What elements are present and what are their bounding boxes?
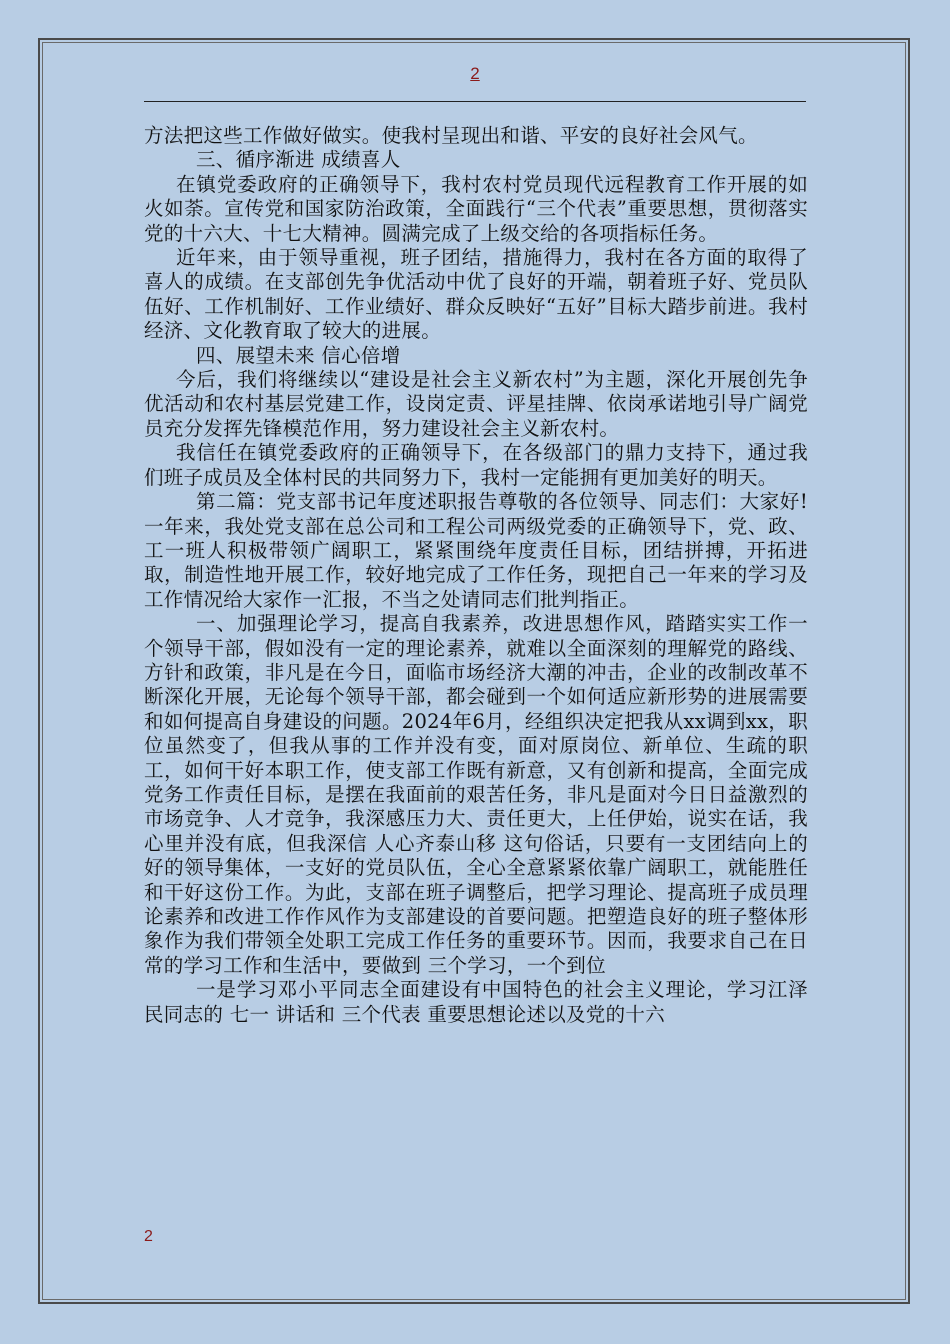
header-page-number: 2 bbox=[470, 64, 480, 83]
paragraph: 我信任在镇党委政府的正确领导下，在各级部门的鼎力支持下，通过我们班子成员及全体村民的共同努力下，我村一定能拥有更加美好的明天。 bbox=[144, 441, 808, 489]
section-heading: 四、展望未来 信心倍增 bbox=[196, 343, 401, 367]
paragraph: 在镇党委政府的正确领导下，我村农村党员现代远程教育工作开展的如火如荼。宣传党和国家防治政策，全面践行“三个代表”重要思想，贯彻落实党的十六大、十七大精神。圆满完成了上级交给的各项指标任务。 bbox=[144, 172, 808, 245]
section-heading: 三、循序渐进 成绩喜人 bbox=[196, 148, 401, 172]
document-body bbox=[144, 124, 808, 1027]
paragraph: 第二篇：党支部书记年度述职报告尊敬的各位领导、同志们：大家好!一年来，我处党支部在总公司和工程公司两级党委的正确领导下，党、政、工一班人积极带领广阔职工，紧紧围绕年度责任目标，团结拼搏，开拓进取，制造性地开展工作，较好地完成了工作任务，现把自己一年来的学习及工作情况给大家作一汇报，不当之处请同志们批判指正。 bbox=[144, 490, 808, 611]
paragraph: 一、加强理论学习，提高自我素养，改进思想作风，踏踏实实工作一个领导干部，假如没有一定的理论素养，就难以全面深刻的理解党的路线、方针和政策，非凡是在今日，面临市场经济大潮的冲击，企业的改制改革不断深化开展，无论每个领导干部，都会碰到一个如何适应新形势的进展需要和如何提高自身建设的问题。2024年6月，经组织决定把我从xx调到xx，职位虽然变了，但我从事的工作并没有变，面对原岗位、新单位、生疏的职工，如何干好本职工作，使支部工作既有新意，又有创新和提高，全面完成党务工作责任目标，是摆在我面前的艰苦任务，非凡是面对今日日益激烈的市场竞争、人才竞争，我深感压力大、责任更大，上任伊始，说实在话，我心里并没有底，但我深信 人心齐泰山移 这句俗话，只要有一支团结向上的好的领导集体，一支好的党员队伍，全心全意紧紧依靠广阔职工，就能胜任和干好这份工作。为此，支部在班子调整后，把学习理论、提高班子成员理论素养和改进工作作风作为支部建设的首要问题。把塑造良好的班子整体形象作为我们带领全处职工完成工作任务的重要环节。因而，我要求自己在日常的学习工作和生活中，要做到 三个学习，一个到位 bbox=[144, 612, 808, 977]
footer-page-number: 2 bbox=[144, 1228, 153, 1245]
paragraph: 今后，我们将继续以“建设是社会主义新农村”为主题，深化开展创先争优活动和农村基层党建工作，设岗定责、评星挂牌、依岗承诺地引导广阔党员充分发挥先锋模范作用，努力建设社会主义新农村。 bbox=[144, 368, 808, 440]
header-rule bbox=[144, 101, 806, 102]
paragraph: 近年来，由于领导重视，班子团结，措施得力，我村在各方面的取得了喜人的成绩。在支部创先争优活动中优了良好的开端，朝着班子好、党员队伍好、工作机制好、工作业绩好、群众反映好“五好”目标大踏步前进。我村经济、文化教育取了较大的进展。 bbox=[144, 246, 808, 343]
paragraph: 一是学习邓小平同志全面建设有中国特色的社会主义理论，学习江泽民同志的 七一 讲话和 三个代表 重要思想论述以及党的十六 bbox=[144, 978, 808, 1026]
paragraph: 方法把这些工作做好做实。使我村呈现出和谐、平安的良好社会风气。 bbox=[144, 124, 758, 147]
